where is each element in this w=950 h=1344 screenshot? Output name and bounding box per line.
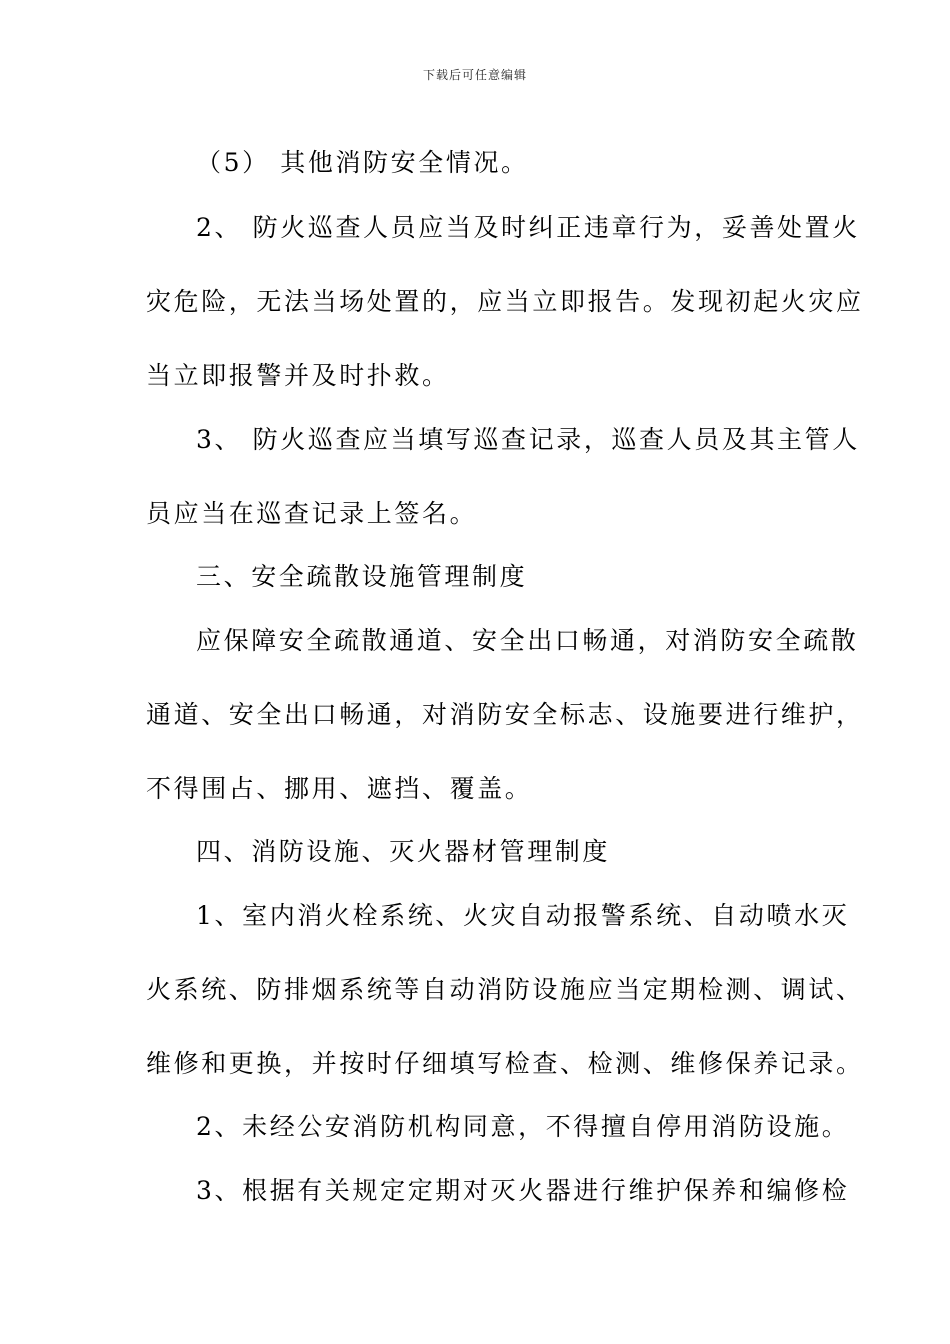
paragraph-line: 灾危险，无法当场处置的，应当立即报告。发现初起火灾应 — [146, 287, 864, 316]
paragraph-line: 当立即报警并及时扑救。 — [146, 361, 450, 390]
paragraph-line: 员应当在巡查记录上签名。 — [146, 499, 478, 528]
section-heading: 四、消防设施、灭火器材管理制度 — [196, 837, 611, 866]
paragraph-line: 维修和更换，并按时仔细填写检查、检测、维修保养记录。 — [146, 1049, 864, 1078]
paragraph-line: 应保障安全疏散通道、安全出口畅通，对消防安全疏散 — [196, 626, 859, 655]
page-header: 下载后可任意编辑 — [422, 68, 527, 82]
paragraph-line: 不得围占、挪用、遮挡、覆盖。 — [146, 774, 533, 803]
paragraph-line: 火系统、防排烟系统等自动消防设施应当定期检测、调试、 — [146, 975, 864, 1004]
paragraph-line: 2、未经公安消防机构同意，不得擅自停用消防设施。 — [196, 1112, 850, 1141]
paragraph-line: 2、 防火巡查人员应当及时纠正违章行为，妥善处置火 — [196, 213, 860, 242]
section-heading: 三、安全疏散设施管理制度 — [196, 562, 528, 591]
paragraph-line: 3、根据有关规定定期对灭火器进行维护保养和编修检 — [196, 1176, 850, 1205]
paragraph-line: （5） 其他消防安全情况。 — [196, 148, 529, 177]
paragraph-line: 1、室内消火栓系统、火灾自动报警系统、自动喷水灭 — [196, 901, 850, 930]
paragraph-line: 3、 防火巡查应当填写巡查记录，巡查人员及其主管人 — [196, 425, 860, 454]
paragraph-line: 通道、安全出口畅通，对消防安全标志、设施要进行维护， — [146, 700, 864, 729]
